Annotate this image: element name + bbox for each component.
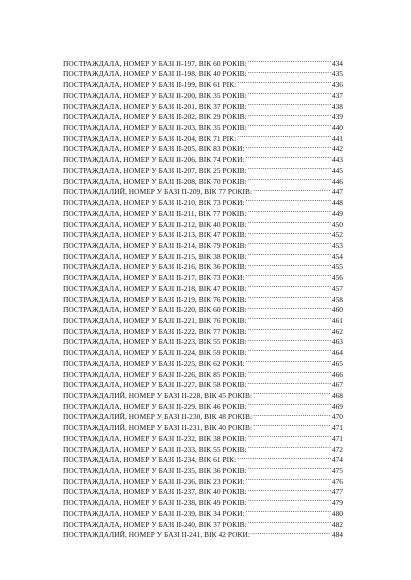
dot-leader xyxy=(245,151,331,162)
toc-entry-title: ПОСТРАЖДАЛА, НОМЕР У БАЗІ II-215, ВІК 38 РОКІВ: xyxy=(63,251,247,261)
toc-entry-page-number: 472 xyxy=(331,444,343,454)
dot-leader xyxy=(247,516,331,527)
toc-entry-page-number: 458 xyxy=(331,294,343,304)
dot-leader xyxy=(236,452,331,463)
dot-leader xyxy=(247,494,331,505)
toc-entry-page-number: 471 xyxy=(331,433,343,443)
toc-entry-page-number: 449 xyxy=(331,208,343,218)
toc-entry-page-number: 447 xyxy=(331,187,343,197)
toc-entry-title: ПОСТРАЖДАЛА, НОМЕР У БАЗІ II-226, ВІК 85 РОКІВ: xyxy=(63,369,247,379)
dot-leader xyxy=(246,205,330,216)
table-of-contents xyxy=(63,55,343,540)
toc-entry[interactable] xyxy=(63,55,343,66)
dot-leader xyxy=(236,76,331,87)
toc-entry-page-number: 445 xyxy=(331,165,343,175)
toc-entry-page-number: 463 xyxy=(331,337,343,347)
dot-leader xyxy=(247,248,331,259)
toc-entry-page-number: 484 xyxy=(331,530,343,540)
toc-entry-title: ПОСТРАЖДАЛА, НОМЕР У БАЗІ II-217, ВІК 73 РОКИ: xyxy=(63,273,245,283)
dot-leader xyxy=(247,430,331,441)
toc-entry-title: ПОСТРАЖДАЛА, НОМЕР У БАЗІ II-233, ВІК 55 РОКІВ: xyxy=(63,444,247,454)
toc-entry-page-number: 438 xyxy=(331,101,343,111)
dot-leader xyxy=(247,441,331,452)
toc-entry-page-number: 477 xyxy=(331,487,343,497)
toc-entry-title: ПОСТРАЖДАЛА, НОМЕР У БАЗІ II-229, ВІК 46 РОКІВ: xyxy=(63,401,247,411)
dot-leader xyxy=(247,302,331,313)
dot-leader xyxy=(247,66,331,77)
toc-entry-page-number: 434 xyxy=(331,58,343,68)
toc-entry-title: ПОСТРАЖДАЛА, НОМЕР У БАЗІ II-210, ВІК 73 РОКИ: xyxy=(63,198,245,208)
dot-leader xyxy=(247,344,331,355)
toc-entry-page-number: 468 xyxy=(331,391,343,400)
toc-entry-title: ПОСТРАЖДАЛА, НОМЕР У БАЗІ II-234, ВІК 61 РІК: xyxy=(63,455,237,465)
toc-entry-page-number: 457 xyxy=(331,283,343,293)
toc-entry-title: ПОСТРАЖДАЛА, НОМЕР У БАЗІ II-197, ВІК 60 РОКІВ: xyxy=(63,58,247,68)
toc-entry-page-number: 446 xyxy=(331,176,343,186)
dot-leader xyxy=(247,398,331,409)
toc-entry-page-number: 469 xyxy=(331,401,343,411)
dot-leader xyxy=(245,269,331,280)
toc-entry-page-number: 442 xyxy=(331,144,343,154)
toc-entry-title: ПОСТРАЖДАЛА, НОМЕР У БАЗІ II-202, ВІК 29 РОКІВ: xyxy=(63,112,247,122)
toc-entry-title: ПОСТРАЖДАЛА, НОМЕР У БАЗІ II-213, ВІК 47 РОКІВ: xyxy=(63,230,247,240)
dot-leader xyxy=(247,259,331,270)
dot-leader xyxy=(247,462,331,473)
toc-entry-page-number: 439 xyxy=(331,112,343,122)
toc-entry-title: ПОСТРАЖДАЛА, НОМЕР У БАЗІ II-216, ВІК 36 РОКІВ: xyxy=(63,262,247,272)
toc-entry-page-number: 466 xyxy=(331,369,343,379)
toc-entry-page-number: 440 xyxy=(331,123,343,133)
toc-entry-title: ПОСТРАЖДАЛА, НОМЕР У БАЗІ II-200, ВІК 35 РОКІВ: xyxy=(63,90,247,100)
dot-leader xyxy=(247,87,331,98)
dot-leader xyxy=(250,527,331,538)
toc-entry-title: ПОСТРАЖДАЛА, НОМЕР У БАЗІ II-239, ВІК 34 РОКИ: xyxy=(63,508,245,518)
toc-entry-title: ПОСТРАЖДАЛА, НОМЕР У БАЗІ II-222, ВІК 77 РОКІВ: xyxy=(63,326,247,336)
dot-leader xyxy=(247,109,331,120)
toc-entry-title: ПОСТРАЖДАЛА, НОМЕР У БАЗІ II-225, ВІК 62 РОКИ: xyxy=(63,358,245,368)
toc-entry-title: ПОСТРАЖДАЛА, НОМЕР У БАЗІ II-212, ВІК 40 РОКІВ: xyxy=(63,219,247,229)
dot-leader xyxy=(245,141,331,152)
dot-leader xyxy=(247,237,331,248)
dot-leader xyxy=(247,377,331,388)
toc-entry-title: ПОСТРАЖДАЛА, НОМЕР У БАЗІ II-207, ВІК 25 РОКІВ: xyxy=(63,165,247,175)
toc-entry-page-number: 475 xyxy=(331,466,343,476)
toc-entry-title: ПОСТРАЖДАЛА, НОМЕР У БАЗІ II-221, ВІК 76 РОКІВ: xyxy=(63,315,247,325)
dot-leader xyxy=(236,130,331,141)
toc-entry-page-number: 453 xyxy=(331,240,343,250)
toc-entry-title: ПОСТРАЖДАЛА, НОМЕР У БАЗІ II-224, ВІК 59 РОКІВ: xyxy=(63,348,247,358)
toc-entry-title: ПОСТРАЖДАЛА, НОМЕР У БАЗІ II-208, ВІК 70 РОКІВ: xyxy=(63,176,247,186)
toc-entry-title: ПОСТРАЖДАЛА, НОМЕР У БАЗІ II-199, ВІК 61 РІК: xyxy=(63,80,237,90)
toc-entry-title: ПОСТРАЖДАЛА, НОМЕР У БАЗІ II-240, ВІК 37 РОКІВ: xyxy=(63,519,247,529)
toc-entry-title: ПОСТРАЖДАЛА, НОМЕР У БАЗІ II-220, ВІК 60 РОКІВ: xyxy=(63,305,247,315)
toc-entry-page-number: 448 xyxy=(331,198,343,208)
toc-entry-page-number: 437 xyxy=(331,90,343,100)
toc-entry-page-number: 462 xyxy=(331,326,343,336)
toc-entry-page-number: 474 xyxy=(331,455,343,465)
toc-entry-page-number: 460 xyxy=(331,305,343,315)
dot-leader xyxy=(247,162,331,173)
toc-entry-title: ПОСТРАЖДАЛА, НОМЕР У БАЗІ II-206, ВІК 74 РОКИ: xyxy=(63,155,245,165)
toc-entry-title: ПОСТРАЖДАЛА, НОМЕР У БАЗІ II-227, ВІК 58 РОКІВ: xyxy=(63,380,247,390)
dot-leader xyxy=(247,55,331,66)
dot-leader xyxy=(247,216,331,227)
toc-entry-page-number: 441 xyxy=(331,133,343,143)
toc-entry-title: ПОСТРАЖДАЛА, НОМЕР У БАЗІ II-235, ВІК 36 РОКІВ: xyxy=(63,466,247,476)
toc-entry-title: ПОСТРАЖДАЛА, НОМЕР У БАЗІ II-203, ВІК 35 РОКІВ: xyxy=(63,123,247,133)
dot-leader xyxy=(247,484,331,495)
toc-entry-page-number: 465 xyxy=(331,358,343,368)
toc-entry-page-number: 436 xyxy=(331,80,343,90)
toc-entry-page-number: 454 xyxy=(331,251,343,261)
toc-entry-title: ПОСТРАЖДАЛИЙ, НОМЕР У БАЗІ II-230, ВІК 48 РОКІВ: xyxy=(63,412,253,422)
dot-leader xyxy=(247,173,331,184)
toc-entry-title: ПОСТРАЖДАЛА, НОМЕР У БАЗІ II-219, ВІК 76 РОКІВ: xyxy=(63,294,247,304)
toc-entry-title: ПОСТРАЖДАЛА, НОМЕР У БАЗІ II-201, ВІК 37 РОКІВ: xyxy=(63,101,247,111)
dot-leader xyxy=(245,194,331,205)
toc-entry-title: ПОСТРАЖДАЛА, НОМЕР У БАЗІ II-236, ВІК 23 РОКИ: xyxy=(63,476,245,486)
toc-entry-title: ПОСТРАЖДАЛИЙ, НОМЕР У БАЗІ II-209, ВІК 77 РОКІВ: xyxy=(63,187,253,197)
dot-leader xyxy=(247,98,331,109)
toc-entry-page-number: 443 xyxy=(331,155,343,165)
toc-entry-title: ПОСТРАЖДАЛА, НОМЕР У БАЗІ II-204, ВІК 71 РІК: xyxy=(63,133,237,143)
toc-entry-page-number: 471 xyxy=(331,423,343,433)
toc-entry-title: ПОСТРАЖДАЛИЙ, НОМЕР У БАЗІ II-228, ВІК 45 РОКІВ: xyxy=(63,391,253,400)
toc-entry-page-number: 476 xyxy=(331,476,343,486)
dot-leader xyxy=(247,366,331,377)
dot-leader xyxy=(247,280,331,291)
dot-leader xyxy=(247,119,331,130)
toc-entry-title: ПОСТРАЖДАЛА, НОМЕР У БАЗІ II-232, ВІК 38 РОКІВ: xyxy=(63,433,247,443)
dot-leader xyxy=(252,419,331,430)
dot-leader xyxy=(252,184,331,195)
toc-entry-title: ПОСТРАЖДАЛИЙ, НОМЕР У БАЗІ II-241, ВІК 42 РОКИ: xyxy=(63,530,250,540)
toc-entry-page-number: 461 xyxy=(331,315,343,325)
toc-entry-page-number: 455 xyxy=(331,262,343,272)
toc-entry-title: ПОСТРАЖДАЛА, НОМЕР У БАЗІ II-211, ВІК 77 РОКІВ: xyxy=(63,208,247,218)
toc-entry-page-number: 482 xyxy=(331,519,343,529)
toc-entry-title: ПОСТРАЖДАЛА, НОМЕР У БАЗІ II-198, ВІК 40 РОКІВ: xyxy=(63,69,247,79)
toc-entry-page-number: 467 xyxy=(331,380,343,390)
toc-entry-page-number: 464 xyxy=(331,348,343,358)
toc-entry-page-number: 470 xyxy=(331,412,343,422)
dot-leader xyxy=(245,505,331,516)
toc-entry-page-number: 456 xyxy=(331,273,343,283)
dot-leader xyxy=(247,323,331,334)
toc-entry-page-number: 480 xyxy=(331,508,343,518)
toc-entry-title: ПОСТРАЖДАЛА, НОМЕР У БАЗІ II-223, ВІК 55 РОКІВ: xyxy=(63,337,247,347)
dot-leader xyxy=(247,334,331,345)
toc-entry-title: ПОСТРАЖДАЛА, НОМЕР У БАЗІ II-218, ВІК 47 РОКІВ: xyxy=(63,283,247,293)
toc-entry-page-number: 435 xyxy=(331,69,343,79)
dot-leader xyxy=(252,409,331,420)
toc-entry-title: ПОСТРАЖДАЛА, НОМЕР У БАЗІ II-205, ВІК 83 РОКИ: xyxy=(63,144,245,154)
toc-entry-page-number: 452 xyxy=(331,230,343,240)
toc-entry-page-number: 450 xyxy=(331,219,343,229)
dot-leader xyxy=(245,355,331,366)
dot-leader xyxy=(245,473,331,484)
toc-entry-title: ПОСТРАЖДАЛА, НОМЕР У БАЗІ II-237, ВІК 40 РОКІВ: xyxy=(63,487,247,497)
dot-leader xyxy=(247,227,331,238)
dot-leader xyxy=(247,312,331,323)
dot-leader xyxy=(247,291,331,302)
toc-entry-title: ПОСТРАЖДАЛИЙ, НОМЕР У БАЗІ II-231, ВІК 40 РОКІВ: xyxy=(63,423,253,433)
toc-entry-title: ПОСТРАЖДАЛА, НОМЕР У БАЗІ II-214, ВІК 79 РОКІВ: xyxy=(63,240,247,250)
toc-entry-title: ПОСТРАЖДАЛА, НОМЕР У БАЗІ II-238, ВІК 49 РОКІВ: xyxy=(63,498,247,508)
dot-leader xyxy=(252,387,331,398)
toc-entry-page-number: 479 xyxy=(331,498,343,508)
